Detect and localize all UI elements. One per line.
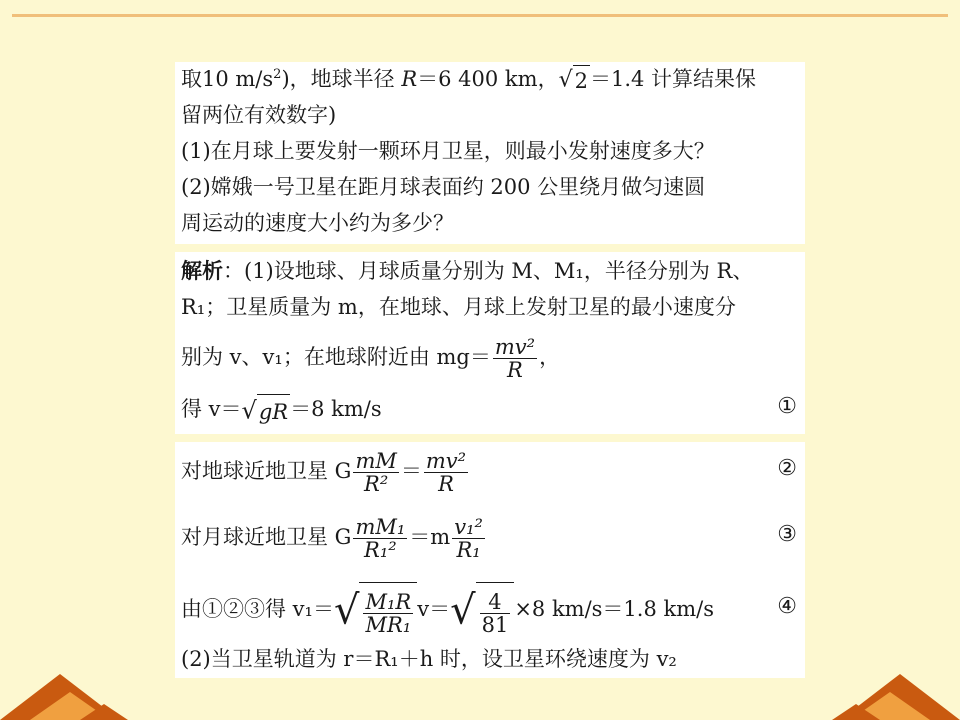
equation-marker-2: ② [777,456,797,481]
derivation-panel [175,442,805,678]
solution-line-4: 得 v＝√gR＝8 km/s [181,394,799,427]
equation-2: 对地球近地卫星 G $\frac{mM}{\text{R²}}$ ＝ $\frac{\text{mv²}}{R}$ [181,449,467,496]
solution-panel [175,252,805,434]
problem-line-2: 留两位有效数字) [181,103,337,127]
solution-line-2: R₁；卫星质量为 m，在地球、月球上发射卫星的最小速度分 [181,295,736,319]
equation-3: 对月球近地卫星 G $\frac{\text{mM₁}}{\text{R₁²}}$ ＝m $\frac{\text{v₁²}}{\text{R₁}}$ [181,515,483,562]
solution-line-3: 别为 v、v₁；在地球附近由 mg＝ $\frac{\text{mv²}}{R}$ ， [181,335,561,382]
question-2-line-2: 周运动的速度大小约为多少？ [181,211,454,235]
solution-label: 解析 [181,258,223,283]
solution-line-1: 解析：(1)设地球、月球质量分别为 M、M₁，半径分别为 R、 [181,258,754,283]
problem-line-1: 取10 $m/s^2$)，地球半径 R＝6 400 km，√2＝1.4 计算结果保 [181,64,799,96]
equation-5: (2)当卫星轨道为 r＝R₁＋h 时，设卫星环绕速度为 v₂ [181,647,677,671]
question-2-line-1: (2)嫦娥一号卫星在距月球表面约 200 公里绕月做匀速圆 [181,175,706,199]
fraction-mv2-over-R: $\frac{\text{mv²}}{R}$ [494,335,536,382]
equation-marker-4: ④ [777,594,797,619]
question-1: (1)在月球上要发射一颗环月卫星，则最小发射速度多大？ [181,139,715,163]
equation-marker-3: ③ [777,522,797,547]
equation-marker-1: ① [777,394,797,419]
corner-decoration-left-small [80,704,128,720]
equation-4: 由①②③得 v₁＝√ $\frac{\text{M₁R}}{\text{MR₁}}$ v＝√ $\frac{4}{81}$ ×8 km/s＝1.8 km/s [181,582,799,639]
top-accent-rule [12,14,948,17]
problem-panel [175,62,805,244]
corner-decoration-right-small [832,704,880,720]
